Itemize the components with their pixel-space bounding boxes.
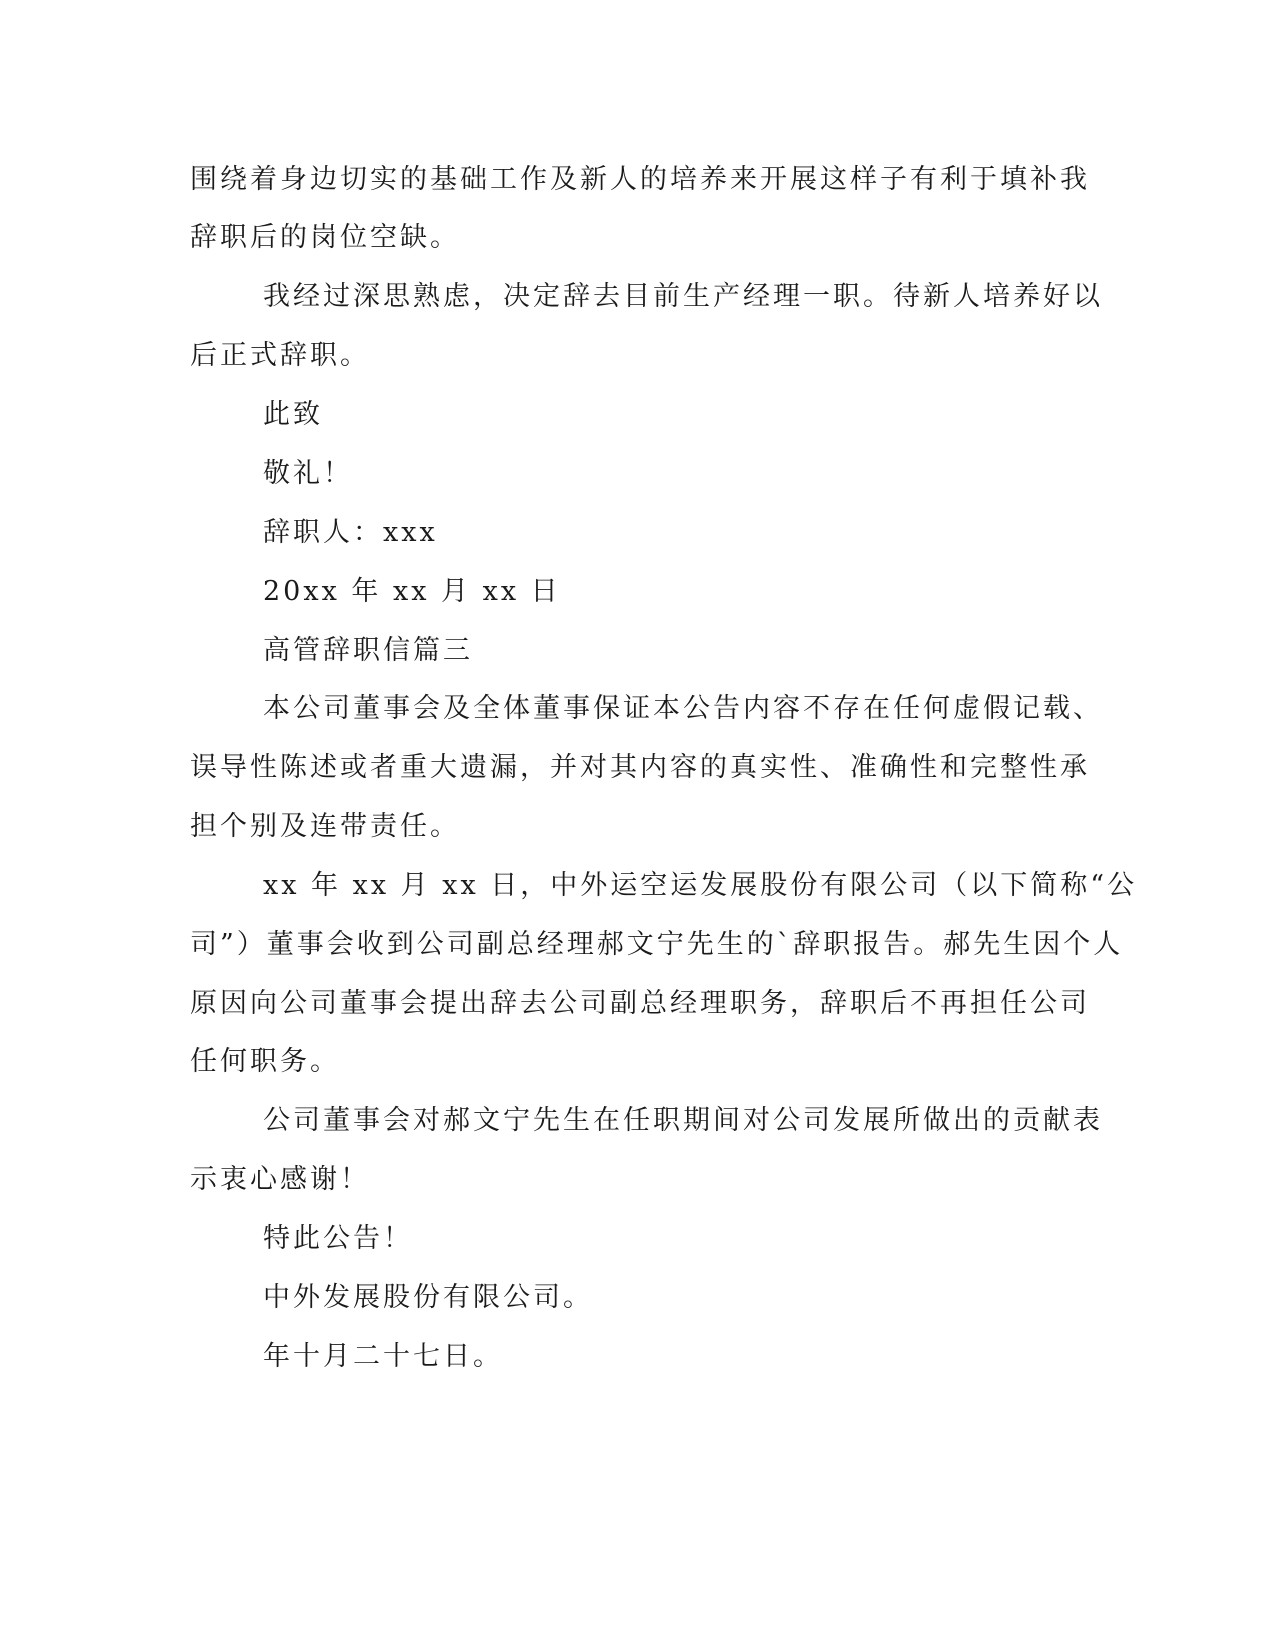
paragraph-line: 公司董事会对郝文宁先生在任职期间对公司发展所做出的贡献表	[263, 1105, 1103, 1136]
paragraph-line: 辞职后的岗位空缺。	[190, 222, 460, 253]
announcement-date: 年十月二十七日。	[263, 1341, 503, 1372]
paragraph-line: 司”）董事会收到公司副总经理郝文宁先生的`辞职报告。郝先生因个人	[190, 929, 1124, 960]
paragraph-line: 后正式辞职。	[190, 340, 370, 371]
company-name: 中外发展股份有限公司。	[263, 1282, 593, 1313]
paragraph-line: 我经过深思熟虑，决定辞去目前生产经理一职。待新人培养好以	[263, 281, 1103, 312]
paragraph-line: 误导性陈述或者重大遗漏，并对其内容的真实性、准确性和完整性承	[190, 752, 1090, 783]
paragraph-line: xx 年 xx 月 xx 日，中外运空运发展股份有限公司（以下简称“公	[263, 870, 1138, 901]
date: 20xx 年 xx 月 xx 日	[263, 576, 561, 607]
signature: 辞职人：xxx	[263, 517, 438, 548]
salutation: 此致	[263, 399, 323, 430]
paragraph-line: 任何职务。	[190, 1046, 340, 1077]
closing: 敬礼！	[263, 458, 353, 489]
announcement-closing: 特此公告！	[263, 1223, 413, 1254]
section-heading: 高管辞职信篇三	[263, 635, 473, 666]
paragraph-line: 本公司董事会及全体董事保证本公告内容不存在任何虚假记载、	[263, 693, 1103, 724]
paragraph-line: 示衷心感谢！	[190, 1164, 370, 1195]
paragraph-line: 担个别及连带责任。	[190, 811, 460, 842]
paragraph-line: 围绕着身边切实的基础工作及新人的培养来开展这样子有利于填补我	[190, 164, 1090, 195]
paragraph-line: 原因向公司董事会提出辞去公司副总经理职务，辞职后不再担任公司	[190, 988, 1090, 1019]
